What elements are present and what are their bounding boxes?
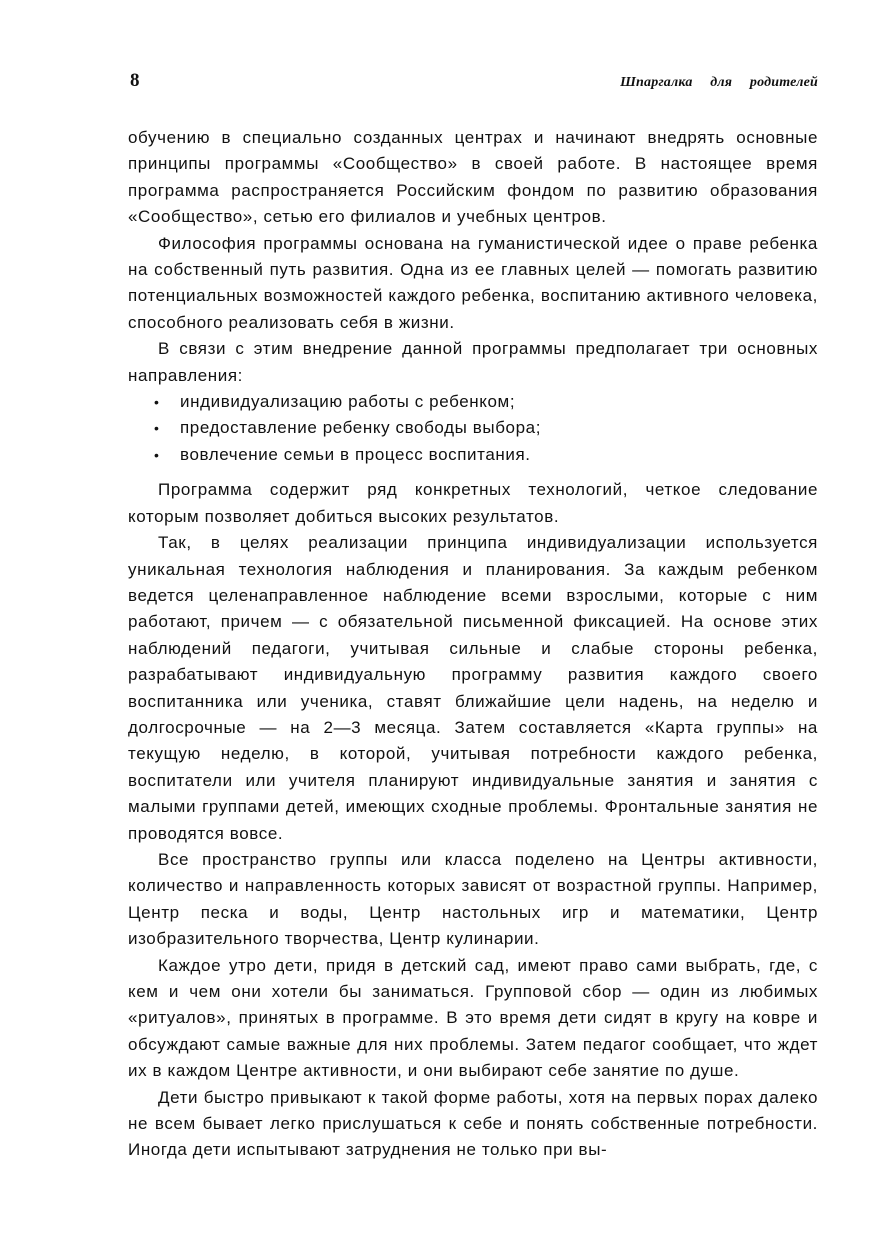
paragraph: Программа содержит ряд конкретных технологий, четкое следование которым позволяет добиться высоких результатов. — [128, 480, 818, 526]
paragraph: обучению в специально созданных центрах и начинают внедрять основные принципы программы «Сообщество» в своей работе. В настоящее время программа распространяется Российским фондом по развитию образования «Сообщество», сетью его филиалов и учебных центров. — [128, 128, 818, 227]
page-number: 8 — [130, 70, 140, 91]
bullet-item: • индивидуализацию работы с ребенком; — [154, 389, 818, 415]
body-text — [128, 125, 818, 1164]
bullet-item: • вовлечение семьи в процесс воспитания. — [154, 442, 818, 468]
running-title: Шпаргалка для родителей — [620, 75, 818, 90]
bullet-list — [128, 389, 818, 468]
paragraph: Философия программы основана на гуманистической идее о праве ребенка на собственный путь развития. Одна из ее главных целей — помогать развитию потенциальных возможностей каждого ребенка, воспитанию активного человека, способного реализовать себя в жизни. — [128, 233, 818, 332]
paragraph: Так, в целях реализации принципа индивидуализации используется уникальная технология наблюдения и планирования. За каждым ребенком ведется целенаправленное наблюдение всеми взрослыми, которые с ним работают, причем — с обязательной письменной фиксацией. На основе этих наблюдений педагоги, учитывая сильные и слабые стороны ребенка, разрабатывают индивидуальную программу развития каждого своего воспитанника или ученика, ставят ближайшие цели надень, на неделю и долгосрочные — на 2—3 месяца. Затем составляется «Карта группы» на текущую неделю, в которой, учитывая потребности каждого ребенка, воспитатели или учителя планируют индивидуальные занятия и занятия с малыми группами детей, имеющих сходные проблемы. Фронтальные занятия не проводятся вовсе. — [128, 533, 818, 843]
page-header — [130, 70, 818, 92]
bullet-item: • предоставление ребенку свободы выбора; — [154, 415, 818, 441]
paragraph: Все пространство группы или класса поделено на Центры активности, количество и направленность которых зависят от возрастной группы. Например, Центр песка и воды, Центр настольных игр и математики, Центр изобразительного творчества, Центр кулинарии. — [128, 849, 818, 949]
paragraph: Дети быстро привыкают к такой форме работы, хотя на первых порах далеко не всем бывает легко прислушаться к себе и понять собственные потребности. Иногда дети испытывают затруднения не только при вы- — [128, 1087, 818, 1160]
paragraph: В связи с этим внедрение данной программы предполагает три основных направления: — [128, 339, 818, 385]
paragraph: Каждое утро дети, придя в детский сад, имеют право сами выбрать, где, с кем и чем они хотели бы заниматься. Групповой сбор — один из любимых «ритуалов», принятых в программе. В это время дети сидят в кругу на ковре и обсуждают самые важные для них проблемы. Затем педагог сообщает, что ждет их в каждом Центре активности, и они выбирают себе занятие по душе. — [128, 955, 818, 1081]
